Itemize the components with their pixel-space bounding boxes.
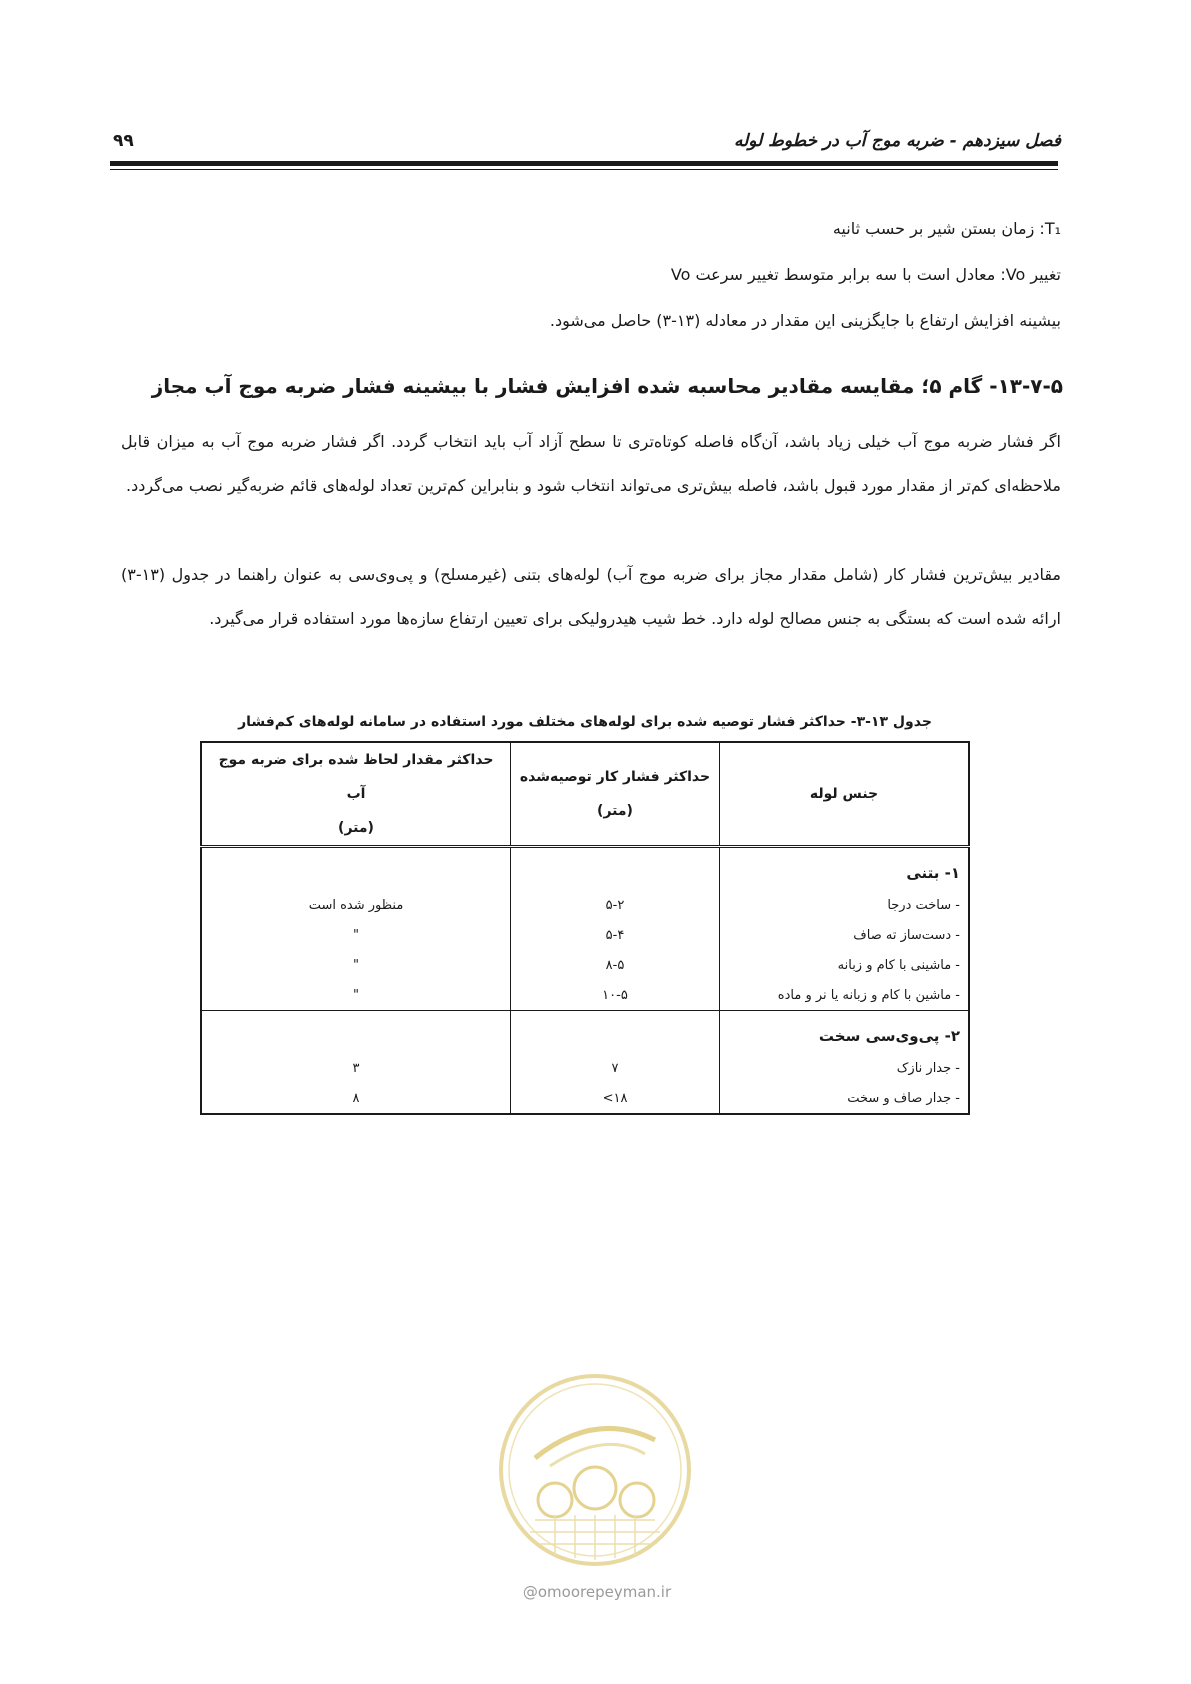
table-row — [201, 980, 969, 1011]
cell-pipe-type: - دست‌ساز ته صاف — [720, 920, 970, 950]
table-row — [201, 950, 969, 980]
cell-hammer: " — [201, 980, 511, 1011]
table-row — [201, 1053, 969, 1083]
cell-pipe-type: - ساخت درجا — [720, 890, 970, 920]
chapter-title: فصل سیزدهم - ضربه موج آب در خطوط لوله — [734, 131, 1061, 151]
group-title-pvc: ۲- پی‌وی‌سی سخت — [720, 1011, 970, 1054]
header-pipe-type: جنس لوله — [720, 742, 970, 847]
group-title-concrete: ۱- بتنی — [720, 847, 970, 891]
table-row — [201, 890, 969, 920]
cell-hammer: منظور شده است — [201, 890, 511, 920]
definition-t1: T₁: زمان بستن شیر بر حسب ثانیه — [832, 219, 1061, 238]
table-group-row — [201, 847, 969, 891]
table-caption: جدول ۱۳-۳- حداکثر فشار توصیه شده برای لوله‌های مختلف مورد استفاده در سامانه لوله‌های کم‌فشار — [238, 714, 932, 730]
cell-pipe-type: - ماشینی با کام و زبانه — [720, 950, 970, 980]
header-rule-thick — [110, 161, 1058, 166]
cell-pressure: ۸-۵ — [511, 950, 720, 980]
body-paragraph: اگر فشار ضربه موج آب خیلی زیاد باشد، آن‌گاه فاصله کوتاه‌تری تا سطح آزاد آب باید انتخاب گردد. اگر فشار ضربه موج آب به میزان قابل ملاحظه‌ای کم‌تر از مقدار مورد قبول باشد، فاصله بیش‌تری می‌تواند انتخاب شود و بنابراین کم‌ترین تعداد لوله‌های قائم ضربه‌گیر نصب می‌گردد. — [121, 432, 1061, 495]
cell-pipe-type: - جدار صاف و سخت — [720, 1083, 970, 1114]
definition-vo: تغییر Vo: معادل است با سه برابر متوسط تغییر سرعت Vo — [670, 265, 1061, 284]
table-row — [201, 920, 969, 950]
definitions-block — [361, 218, 1061, 356]
cell-pressure: ۵-۴ — [511, 920, 720, 950]
cell-pressure: ۱۰-۵ — [511, 980, 720, 1011]
cell-pressure: ۷ — [511, 1053, 720, 1083]
pipe-pressure-table — [200, 741, 970, 1115]
body-paragraph: مقادیر بیش‌ترین فشار کار (شامل مقدار مجاز برای ضربه موج آب) لوله‌های بتنی (غیرمسلح) و پی‌وی‌سی به عنوان راهنما در جدول (۱۳-۳) ارائه شده است که بستگی به جنس مصالح لوله دارد. خط شیب هیدرولیکی برای تعیین ارتفاع سازه‌ها مورد استفاده قرار می‌گیرد. — [121, 565, 1061, 628]
table-row — [201, 1083, 969, 1114]
cell-pipe-type: - ماشین با کام و زبانه یا نر و ماده — [720, 980, 970, 1011]
cell-hammer: " — [201, 920, 511, 950]
cell-pressure: ۵-۲ — [511, 890, 720, 920]
cell-hammer: ۳ — [201, 1053, 511, 1083]
page-number: ۹۹ — [113, 131, 134, 151]
header-rule-thin — [110, 169, 1058, 170]
table-group-row — [201, 1011, 969, 1054]
section-heading: ۱۳-۷-۵- گام ۵؛ مقایسه مقادیر محاسبه شده افزایش فشار با بیشینه فشار ضربه موج آب مجاز — [151, 374, 1063, 398]
definition-max-head: بیشینه افزایش ارتفاع با جایگزینی این مقدار در معادله (۱۳-۳) حاصل می‌شود. — [549, 311, 1061, 330]
table-header-row — [201, 742, 969, 847]
cell-pressure: ۱۸> — [511, 1083, 720, 1114]
watermark-seal-icon — [495, 1370, 695, 1570]
cell-pipe-type: - جدار نازک — [720, 1053, 970, 1083]
cell-hammer: ۸ — [201, 1083, 511, 1114]
cell-hammer: " — [201, 950, 511, 980]
header-water-hammer: حداکثر مقدار لحاظ شده برای ضربه موج آب (متر) — [201, 742, 511, 847]
watermark-url: @omoorepeyman.ir — [522, 1583, 672, 1601]
header-working-pressure: حداکثر فشار کار توصیه‌شده (متر) — [511, 742, 720, 847]
